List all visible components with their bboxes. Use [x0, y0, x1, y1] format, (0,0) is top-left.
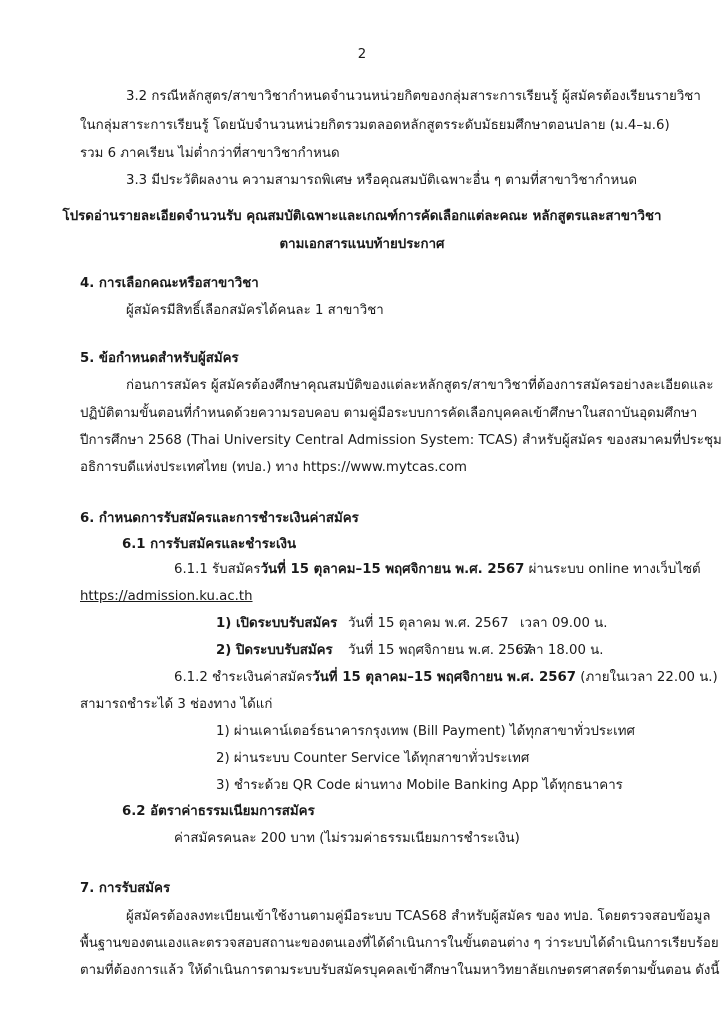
section-5-line-1: ก่อนการสมัคร ผู้สมัครต้องศึกษาคุณสมบัติของแต่ละหลักสูตร/สาขาวิชาที่ต้องการสมัครอย่างละเอียดและ	[126, 378, 714, 393]
s612-date-range: วันที่ 15 ตุลาคม–15 พฤศจิกายน พ.ศ. 2567	[312, 670, 577, 685]
s612-suffix: (ภายในเวลา 22.00 น.)	[576, 670, 718, 685]
section-6-1-heading: 6.1 การรับสมัครและชำระเงิน	[122, 537, 297, 552]
item-3-2-line-3: รวม 6 ภาคเรียน ไม่ต่ำกว่าที่สาขาวิชากำหนด	[80, 146, 340, 161]
section-6-1-1-line	[174, 561, 701, 579]
s611-prefix: 6.1.1 รับสมัคร	[174, 562, 261, 577]
s611-suffix: ผ่านระบบ online ทางเว็บไซต์	[524, 562, 701, 577]
section-7-line-3: ตามที่ต้องการแล้ว ให้ดำเนินการตามระบบรับสมัครบุคคลเข้าศึกษาในมหาวิทยาลัยเกษตรศาสตร์ตามขั้นตอน ดังนี้	[80, 963, 720, 978]
section-7-line-2: พื้นฐานของตนเองและตรวจสอบสถานะของตนเองที่ได้ดำเนินการในขั้นตอนต่าง ๆ ว่าระบบได้ดำเนินการเรียบร้อย	[80, 936, 719, 951]
section-7-line-1: ผู้สมัครต้องลงทะเบียนเข้าใช้งานตามคู่มือระบบ TCAS68 สำหรับผู้สมัคร ของ ทปอ. โดยตรวจสอบข้อมูล	[126, 909, 711, 924]
payment-channel-1: 1) ผ่านเคาน์เตอร์ธนาคารกรุงเทพ (Bill Payment) ได้ทุกสาขาทั่วประเทศ	[216, 724, 635, 739]
section-6-2-heading: 6.2 อัตราค่าธรรมเนียมการสมัคร	[122, 804, 315, 819]
payment-channel-3: 3) ชำระด้วย QR Code ผ่านทาง Mobile Banking App ได้ทุกธนาคาร	[216, 778, 623, 793]
item-3-2-line-1: 3.2 กรณีหลักสูตร/สาขาวิชากำหนดจำนวนหน่วยกิตของกลุ่มสาระการเรียนรู้ ผู้สมัครต้องเรียนรายวิชา	[126, 89, 701, 104]
section-5-line-4: อธิการบดีแห่งประเทศไทย (ทปอ.) ทาง https://www.mytcas.com	[80, 460, 467, 475]
section-5-line-3: ปีการศึกษา 2568 (Thai University Central Admission System: TCAS) สำหรับผู้สมัคร ของสมาคมที่ประชุม	[80, 433, 722, 448]
section-5-line-2: ปฏิบัติตามขั้นตอนที่กำหนดด้วยความรอบคอบ ตามคู่มือระบบการคัดเลือกบุคคลเข้าศึกษาในสถาบันอุดมศึกษา	[80, 406, 698, 421]
open-system-date: วันที่ 15 ตุลาคม พ.ศ. 2567	[348, 616, 509, 631]
notice-line-2: ตามเอกสารแนบท้ายประกาศ	[279, 237, 445, 252]
s612-prefix: 6.1.2 ชำระเงินค่าสมัคร	[174, 670, 313, 685]
item-3-3: 3.3 มีประวัติผลงาน ความสามารถพิเศษ หรือคุณสมบัติเฉพาะอื่น ๆ ตามที่สาขาวิชากำหนด	[126, 173, 637, 188]
s611-date-range: วันที่ 15 ตุลาคม–15 พฤศจิกายน พ.ศ. 2567	[260, 562, 525, 577]
section-6-1-2-line	[174, 669, 718, 687]
notice-line-1: โปรดอ่านรายละเอียดจำนวนรับ คุณสมบัติเฉพาะและเกณฑ์การคัดเลือกแต่ละคณะ หลักสูตรและสาขาวิชา	[62, 209, 662, 224]
open-system-label: 1) เปิดระบบรับสมัคร	[216, 616, 338, 631]
open-system-time: เวลา 09.00 น.	[520, 616, 608, 631]
close-system-time: เวลา 18.00 น.	[516, 643, 604, 658]
section-6-1-2-line-2: สามารถชำระได้ 3 ช่องทาง ได้แก่	[80, 697, 273, 712]
section-5-heading: 5. ข้อกำหนดสำหรับผู้สมัคร	[80, 351, 239, 366]
item-3-2-line-2: ในกลุ่มสาระการเรียนรู้ โดยนับจำนวนหน่วยกิตรวมตลอดหลักสูตรระดับมัธยมศึกษาตอนปลาย (ม.4–ม.6)	[80, 118, 670, 133]
close-system-date: วันที่ 15 พฤศจิกายน พ.ศ. 2567	[348, 643, 533, 658]
close-system-label: 2) ปิดระบบรับสมัคร	[216, 643, 333, 658]
application-fee: ค่าสมัครคนละ 200 บาท (ไม่รวมค่าธรรมเนียมการชำระเงิน)	[174, 831, 520, 846]
section-7-heading: 7. การรับสมัคร	[80, 881, 171, 896]
page-number: 2	[357, 47, 367, 62]
section-4-body: ผู้สมัครมีสิทธิ์เลือกสมัครได้คนละ 1 สาขาวิชา	[126, 303, 384, 318]
payment-channel-2: 2) ผ่านระบบ Counter Service ได้ทุกสาขาทั่วประเทศ	[216, 751, 530, 766]
admission-url-link[interactable]: https://admission.ku.ac.th	[80, 589, 253, 604]
section-4-heading: 4. การเลือกคณะหรือสาขาวิชา	[80, 276, 259, 291]
section-6-heading: 6. กำหนดการรับสมัครและการชำระเงินค่าสมัคร	[80, 511, 359, 526]
